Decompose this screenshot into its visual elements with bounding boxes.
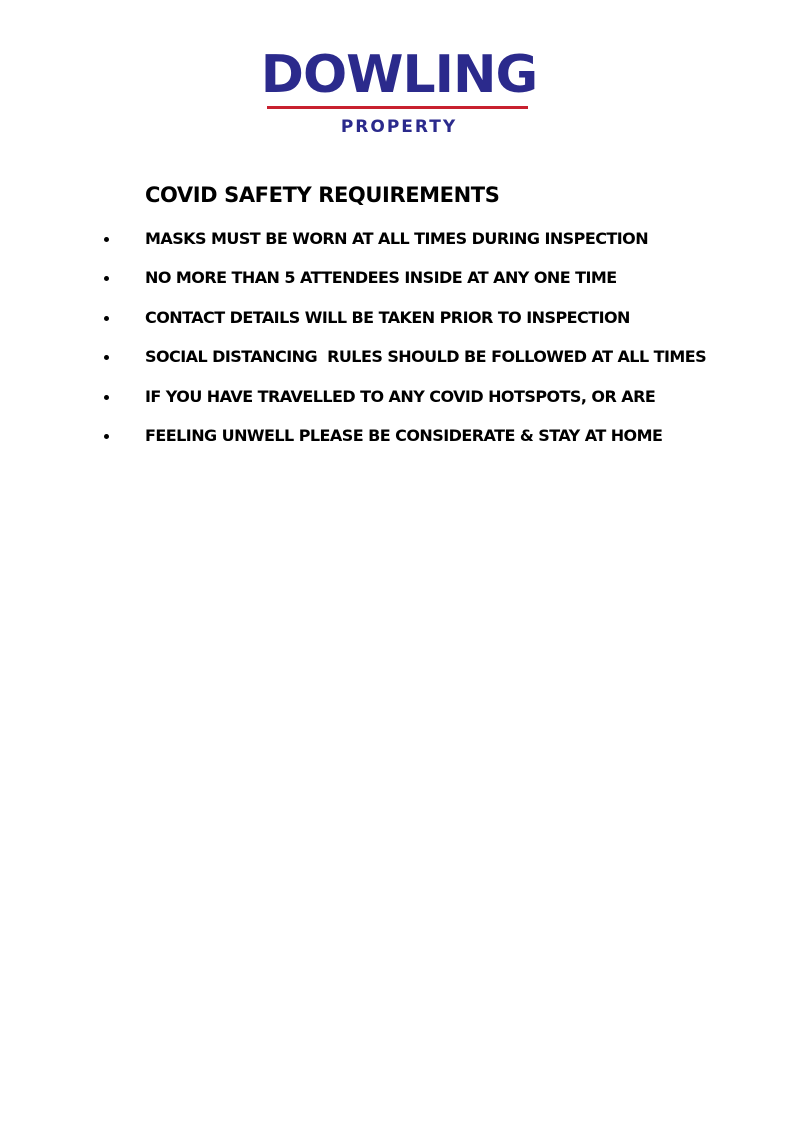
list-item (0, 342, 800, 381)
requirement-text: CONTACT DETAILS WILL BE TAKEN PRIOR TO INSPECTION (145, 307, 630, 327)
bullet-icon (104, 355, 109, 360)
bullet-icon (104, 434, 109, 439)
logo-wordmark: DOWLING (260, 45, 538, 105)
company-logo (0, 0, 800, 150)
requirement-text: NO MORE THAN 5 ATTENDEES INSIDE AT ANY ONE TIME (145, 268, 617, 288)
bullet-icon (104, 276, 109, 281)
requirements-list (0, 224, 800, 460)
requirement-text: FEELING UNWELL PLEASE BE CONSIDERATE & STAY AT HOME (145, 425, 663, 445)
bullet-icon (104, 237, 109, 242)
logo-divider-line (267, 106, 528, 109)
bullet-icon (104, 316, 109, 321)
requirement-text: IF YOU HAVE TRAVELLED TO ANY COVID HOTSPOTS, OR ARE (145, 386, 656, 406)
list-item (0, 382, 800, 421)
list-item (0, 263, 800, 302)
page-title: COVID SAFETY REQUIREMENTS (145, 183, 500, 207)
requirement-text: MASKS MUST BE WORN AT ALL TIMES DURING INSPECTION (145, 229, 649, 248)
requirement-text: SOCIAL DISTANCING RULES SHOULD BE FOLLOWED AT ALL TIMES (145, 347, 707, 367)
logo-subtitle: PROPERTY (340, 117, 458, 137)
list-item (0, 303, 800, 342)
list-item (0, 224, 800, 263)
bullet-icon (104, 395, 109, 400)
list-item (0, 421, 800, 460)
